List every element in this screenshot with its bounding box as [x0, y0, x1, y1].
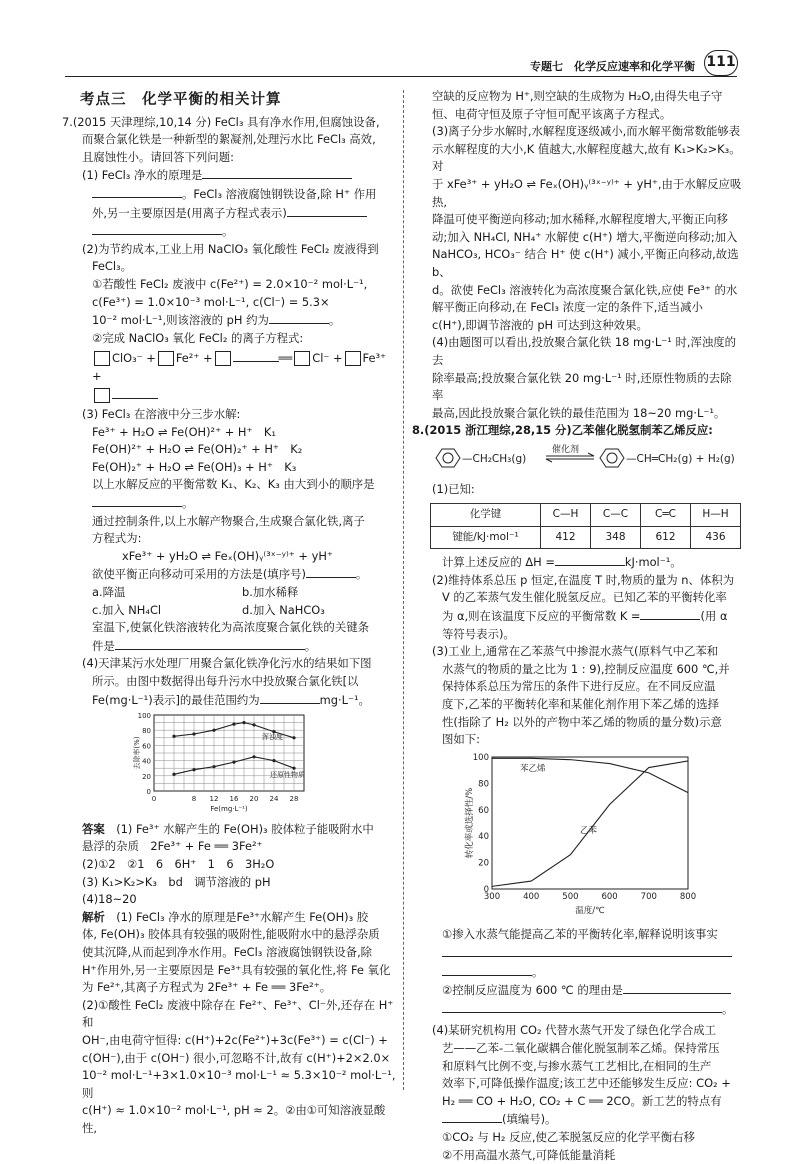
option-a[interactable]: a.降温: [92, 584, 242, 602]
page-number: 111: [704, 50, 738, 76]
q7-part1: (1) FeCl₃ 净水的原理是: [62, 166, 396, 185]
analysis-line: 示水解程度的大小,K 值越大,水解程度越大,故有 K₁>K₂>K₃。对: [412, 141, 742, 176]
q7-part3-line: 方程式为:: [62, 530, 396, 548]
table-header: H—H: [691, 504, 741, 527]
table-header: 化学键: [431, 504, 541, 527]
analysis-line: 为 Fe²⁺,其离子方程式为 2Fe³⁺ + Fe ══ 3Fe²⁺。: [62, 979, 396, 997]
answer-blank[interactable]: [623, 981, 731, 994]
right-column: [412, 88, 742, 1164]
table-cell: 键能/kJ·mol⁻¹: [431, 526, 541, 549]
analysis-line: 空缺的反应物为 H⁺,则空缺的生成物为 H₂O,由得失电子守: [412, 88, 742, 106]
analysis-line: c(OH⁻),由于 c(OH⁻) 很小,可忽略不计,故有 c(H⁺)+2×2.0×: [62, 1050, 396, 1068]
coefficient-box[interactable]: [158, 351, 174, 366]
q7-options: [62, 584, 396, 602]
answer-tag: 答案: [82, 822, 105, 836]
analysis-line: (3)离子分步水解时,水解程度逐级减小,而水解平衡常数能够表: [412, 123, 742, 141]
data-point: [232, 761, 235, 764]
reaction-equation: [426, 444, 742, 478]
answer-line: (2)①2 ②1 6 6H⁺ 1 6 3H₂O: [62, 856, 396, 874]
benzene-ring-icon: [436, 449, 460, 467]
coefficient-box[interactable]: [345, 351, 361, 366]
x-tick-label: 800: [680, 892, 696, 902]
analysis-line: c(H⁺) ≈ 1.0×10⁻² mol·L⁻¹, pH ≈ 2。②由①可知溶液显酸性,: [62, 1102, 396, 1137]
x-axis-label: 温度/℃: [575, 905, 605, 916]
x-tick-label: 28: [290, 795, 299, 803]
series-line: [492, 761, 688, 886]
x-tick-label: 500: [562, 892, 578, 902]
y-tick-label: 40: [142, 758, 151, 766]
y-tick-label: 80: [142, 727, 151, 735]
data-point: [252, 755, 255, 758]
data-point: [192, 733, 195, 736]
answer-blank[interactable]: [115, 637, 305, 650]
q7-part3-line: 通过控制条件,以上水解产物聚合,生成聚合氯化铁,离子: [62, 513, 396, 531]
answer-blank[interactable]: [442, 1000, 722, 1013]
answer-blank[interactable]: [306, 565, 356, 578]
q8-part2-line: V 的乙苯蒸气发生催化脱氢反应。已知乙苯的平衡转化率: [412, 589, 742, 607]
reactant-label: —CH₂CH₃(g): [462, 453, 526, 465]
q7-part2-line: FeCl₃。: [62, 258, 396, 276]
answer-blank[interactable]: [260, 691, 320, 704]
q8-part4-line: H₂ ══ CO + H₂O, CO₂ + C ══ 2CO。新工艺的特点有: [412, 1093, 742, 1111]
table-row: [431, 526, 741, 549]
q7-part3-line: xFe³⁺ + yH₂O ⇌ Feₓ(OH)ᵧ⁽³ˣ⁻ʸ⁾⁺ + yH⁺: [62, 548, 396, 566]
analysis-line: c(H⁺),即调节溶液的 pH 可达到这种效果。: [412, 317, 742, 335]
q8-part1-question: 计算上述反应的 ΔH = kJ·mol⁻¹。: [412, 553, 742, 572]
q7-part2-line: 10⁻² mol·L⁻¹,则该溶液的 pH 约为 。: [62, 311, 396, 330]
table-header: C—C: [591, 504, 641, 527]
q7-part3-line: Fe(OH)²⁺ + H₂O ⇌ Fe(OH)₂⁺ + H⁺ K₂: [62, 441, 396, 459]
x-tick-label: 8: [192, 795, 196, 803]
x-tick-label: 0: [152, 795, 156, 803]
q8-part3-line: 性(指除了 H₂ 以外的产物中苯乙烯的物质的量分数)示意: [412, 714, 742, 732]
q7-part3-line: 欲使平衡正向移动可采用的方法是(填序号) 。: [62, 565, 396, 584]
left-column: [62, 88, 396, 1137]
q7-part4-line: Fe(mg·L⁻¹)表示]的最佳范围约为 mg·L⁻¹。: [62, 691, 396, 710]
y-tick-label: 0: [484, 885, 489, 895]
q7-part4-line: (4)天津某污水处理厂用聚合氯化铁净化污水的结果如下图: [62, 655, 396, 673]
coefficient-box[interactable]: [94, 351, 110, 366]
x-axis-label: Fe(mg·L⁻¹): [210, 805, 248, 813]
q7-part3-line: Fe³⁺ + H₂O ⇌ Fe(OH)²⁺ + H⁺ K₁: [62, 424, 396, 442]
table-header: C═C: [641, 504, 691, 527]
removal-rate-chart: [132, 711, 396, 819]
page-header: [0, 0, 800, 78]
analysis-line: OH⁻,由电荷守恒得: c(H⁺)+2c(Fe²⁺)+3c(Fe³⁺) = c(Cl⁻) +: [62, 1032, 396, 1050]
q7-part2-line: ①若酸性 FeCl₂ 废液中 c(Fe²⁺) = 2.0×10⁻² mol·L⁻¹,: [62, 276, 396, 294]
y-tick-label: 40: [478, 832, 489, 842]
answer-blank[interactable]: [92, 494, 182, 507]
table-cell: 348: [591, 526, 641, 549]
q8-stem: 8.(2015 浙江理综,28,15 分)乙苯催化脱氢制苯乙烯反应:: [412, 422, 742, 440]
y-tick-label: 0: [147, 788, 151, 796]
analysis-line: 降温可使平衡逆向移动;加水稀释,水解程度增大,平衡正向移: [412, 211, 742, 229]
x-tick-label: 24: [270, 795, 279, 803]
data-point: [212, 765, 215, 768]
y-axis-label: 去除率(%): [132, 736, 141, 769]
data-point: [252, 723, 255, 726]
q8-part4-line: 艺——乙苯-二氧化碳耦合催化脱氢制苯乙烯。保持常压: [412, 1040, 742, 1058]
removal-rate-chart-svg: [132, 711, 332, 813]
x-tick-label: 600: [601, 892, 617, 902]
answer-blank[interactable]: [442, 963, 532, 976]
q7-part3-line: 以上水解反应的平衡常数 K₁、K₂、K₃ 由大到小的顺序是: [62, 476, 396, 494]
q8-part2-line: 为 α,则在该温度下反应的平衡常数 K = (用 α: [412, 607, 742, 626]
data-point: [272, 759, 275, 762]
q8-part4-line: 和原料气比例不变,与掺水蒸气工艺相比,在相同的生产: [412, 1058, 742, 1076]
table-row: [431, 504, 741, 527]
reaction-svg: [426, 444, 744, 472]
question-7: [62, 114, 396, 819]
x-tick-label: 12: [210, 795, 219, 803]
table-cell: 436: [691, 526, 741, 549]
q7-part3-line: (3) FeCl₃ 在溶液中分三步水解:: [62, 406, 396, 424]
q7-part3-line: 。: [62, 494, 396, 513]
q8-part3-line: 度下,乙苯的平衡转化率和某催化剂作用下苯乙烯的选择: [412, 696, 742, 714]
analysis-line: 最高,因此投放聚合氯化铁的最佳范围为 18~20 mg·L⁻¹。: [412, 405, 742, 423]
q8-part3-line: 水蒸气的物质的量之比为 1 : 9),控制反应温度 600 ℃,并: [412, 661, 742, 679]
answer-blank[interactable]: [269, 311, 329, 324]
answer-blank[interactable]: [555, 553, 625, 566]
answer-blank[interactable]: [442, 1110, 502, 1123]
x-tick-label: 16: [230, 795, 239, 803]
answer-blank[interactable]: [233, 349, 279, 362]
answer-blank[interactable]: [92, 185, 182, 198]
q8-part3-line: 图如下:: [412, 731, 742, 749]
analysis-line: d。欲使 FeCl₃ 溶液转化为高浓度聚合氯化铁,应使 Fe³⁺ 的水: [412, 282, 742, 300]
coefficient-box[interactable]: [294, 351, 310, 366]
section-title: 考点三 化学平衡的相关计算: [80, 92, 396, 110]
q7-part4-line: 所示。由图中数据得出每升污水中投放聚合氯化铁[以: [62, 673, 396, 691]
y-tick-label: 100: [473, 753, 489, 763]
ionic-equation-blanks: ClO₃⁻ + Fe²⁺ + ══ Cl⁻ + Fe³⁺ +: [62, 349, 396, 404]
option-d[interactable]: d.加入 NaHCO₃: [242, 603, 325, 617]
answer-blank[interactable]: [640, 607, 700, 620]
q8-part2-line: 等符号表示)。: [412, 626, 742, 644]
analysis-line: 解平衡正向移动,在 FeCl₃ 浓度一定的条件下,适当减小: [412, 299, 742, 317]
conversion-selectivity-chart: [462, 751, 742, 925]
q8-part4-line: 效率下,可降低操作温度;该工艺中还能够发生反应: CO₂ +: [412, 1075, 742, 1093]
q8-part4-line: (4)某研究机构用 CO₂ 代替水蒸气开发了绿色化学合成工: [412, 1022, 742, 1040]
series-label: 还原性物质: [270, 770, 305, 779]
coefficient-box[interactable]: [215, 351, 231, 366]
table-cell: 612: [641, 526, 691, 549]
q7-part1: 外,另一主要原因是(用离子方程式表示): [62, 204, 396, 223]
analysis-tag: 解析: [82, 910, 105, 924]
q7-part2-line: c(Fe³⁺) = 1.0×10⁻³ mol·L⁻¹, c(Cl⁻) = 5.3×: [62, 294, 396, 312]
y-tick-label: 60: [478, 806, 489, 816]
y-tick-label: 80: [478, 779, 489, 789]
q7-part3-line: 室温下,使氯化铁溶液转化为高浓度聚合氯化铁的关键条: [62, 619, 396, 637]
q8-part3-line: (3)工业上,通常在乙苯蒸气中掺混水蒸气(原料气中乙苯和: [412, 643, 742, 661]
y-tick-label: 60: [142, 743, 151, 751]
product-label: —CH═CH₂(g) + H₂(g): [626, 453, 735, 465]
option-c[interactable]: c.加入 NH₄Cl: [92, 602, 242, 620]
q7-part3-line: Fe(OH)₂⁺ + H₂O ⇌ Fe(OH)₃ + H⁺ K₃: [62, 459, 396, 477]
q8-part3-line: 。: [412, 963, 742, 982]
series-label: 浑浊度: [262, 732, 283, 741]
data-point: [292, 767, 295, 770]
q8-part3-line: 保持体系总压为常压的条件下进行反应。在不同反应温: [412, 678, 742, 696]
q8-part1-intro: (1)已知:: [412, 481, 742, 499]
answer-blank[interactable]: [442, 944, 732, 957]
analysis-line: 动;加入 NH₄Cl, NH₄⁺ 水解使 c(H⁺) 增大,平衡逆向移动;加入: [412, 229, 742, 247]
q8-part4-option: ①CO₂ 与 H₂ 反应,使乙苯脱氢反应的化学平衡右移: [412, 1129, 742, 1147]
x-tick-label: 20: [250, 795, 259, 803]
q7-options: [62, 602, 396, 620]
answer-line: 答案 (1) Fe³⁺ 水解产生的 Fe(OH)₃ 胶体粒子能吸附水中: [62, 821, 396, 839]
answer-line: (4)18~20: [62, 891, 396, 909]
answer-blank[interactable]: [287, 204, 367, 217]
plot-frame: [492, 757, 688, 889]
table-header: C—H: [541, 504, 591, 527]
catalyst-label: 催化剂: [552, 443, 579, 455]
data-point: [172, 735, 175, 738]
header-title: 专题七 化学反应速率和化学平衡: [530, 58, 695, 76]
y-tick-label: 100: [138, 712, 151, 720]
q7-stem-line: 且腐蚀性小。请回答下列问题:: [62, 149, 396, 167]
option-b[interactable]: b.加水稀释: [242, 585, 298, 599]
q7-stem-line: 而聚合氯化铁是一种新型的絮凝剂,处理污水比 FeCl₃ 高效,: [62, 131, 396, 149]
analysis-line: 除率最高;投放聚合氯化铁 20 mg·L⁻¹ 时,还原性物质的去除率: [412, 370, 742, 405]
analysis-line: H⁺作用外,另一主要原因是 Fe³⁺具有较强的氧化性,将 Fe 氧化: [62, 962, 396, 980]
q8-part3-line: ②控制反应温度为 600 ℃ 的理由是: [412, 981, 742, 1000]
data-point: [192, 768, 195, 771]
q8-part2-line: (2)维持体系总压 p 恒定,在温度 T 时,物质的量为 n、体积为: [412, 572, 742, 590]
y-axis-label: 转化率或选择性/%: [464, 788, 475, 858]
q8-part3-line: [412, 944, 742, 963]
series-label: 乙苯: [580, 825, 598, 836]
q7-part3-line: 件是 。: [62, 637, 396, 656]
answer-blank[interactable]: [202, 166, 352, 179]
data-point: [212, 729, 215, 732]
header-rule: [65, 76, 737, 77]
analysis-line: 体, Fe(OH)₃ 胶体具有较强的吸附性,能吸附水中的悬浮杂质: [62, 926, 396, 944]
column-divider: [403, 90, 404, 1090]
q7-part2-line: ②完成 NaClO₃ 氧化 FeCl₂ 的离子方程式:: [62, 330, 396, 348]
analysis-line: NaHCO₃, HCO₃⁻ 结合 H⁺ 使 c(H⁺) 减小,平衡正向移动,故选 b、: [412, 246, 742, 281]
bond-energy-table: [430, 503, 741, 549]
answer-line: 悬浮的杂质 2Fe³⁺ + Fe ══ 3Fe²⁺: [62, 838, 396, 856]
q8-part4-option: ②不用高温水蒸气,可降低能量消耗: [412, 1147, 742, 1164]
analysis-line: 10⁻² mol·L⁻¹+3×1.0×10⁻³ mol·L⁻¹ ≈ 5.3×10⁻² mol·L⁻¹,则: [62, 1067, 396, 1102]
analysis-line: 恒、电荷守恒及原子守恒可配平该离子方程式。: [412, 106, 742, 124]
x-tick-label: 700: [641, 892, 657, 902]
q7-stem-line: 7.(2015 天津理综,10,14 分) FeCl₃ 具有净水作用,但腐蚀设备,: [62, 114, 396, 132]
conversion-selectivity-chart-svg: [462, 751, 698, 919]
table-cell: 412: [541, 526, 591, 549]
q8-part4-line: (填编号)。: [412, 1110, 742, 1129]
q8-part3-line: ①掺入水蒸气能提高乙苯的平衡转化率,解释说明该事实: [412, 926, 742, 944]
analysis-line: (4)由题图可以看出,投放聚合氯化铁 18 mg·L⁻¹ 时,浑浊度的去: [412, 334, 742, 369]
x-tick-label: 300: [484, 892, 500, 902]
data-point: [232, 723, 235, 726]
data-point: [172, 773, 175, 776]
q7-part1: 。FeCl₃ 溶液腐蚀钢铁设备,除 H⁺ 作用: [62, 185, 396, 204]
x-tick-label: 400: [523, 892, 539, 902]
series-label: 苯乙烯: [520, 763, 546, 774]
data-point: [242, 721, 245, 724]
analysis-continued: [412, 88, 742, 422]
question-8: [412, 422, 742, 1164]
data-point: [292, 736, 295, 739]
analysis-line: (2)①酸性 FeCl₂ 废液中除存在 Fe²⁺、Fe³⁺、Cl⁻外,还存在 H⁺和: [62, 997, 396, 1032]
answer-blank[interactable]: [92, 222, 222, 235]
coefficient-box[interactable]: [94, 388, 110, 403]
q7-part2-line: (2)为节约成本,工业上用 NaClO₃ 氧化酸性 FeCl₂ 废液得到: [62, 241, 396, 259]
q8-part3-line: 。: [412, 1000, 742, 1019]
q7-part1: 。: [62, 222, 396, 241]
benzene-ring-icon: [600, 449, 624, 467]
answer-line: (3) K₁>K₂>K₃ bd 调节溶液的 pH: [62, 874, 396, 892]
answer-blank[interactable]: [112, 386, 158, 399]
analysis-line: 解析 (1) FeCl₃ 净水的原理是Fe³⁺水解产生 Fe(OH)₃ 胶: [62, 909, 396, 927]
y-tick-label: 20: [478, 858, 489, 868]
answer-block: [62, 821, 396, 909]
analysis-line: 使其沉降,从而起到净水作用。FeCl₃ 溶液腐蚀钢铁设备,除: [62, 944, 396, 962]
y-tick-label: 20: [142, 773, 151, 781]
analysis-line: 于 xFe³⁺ + yH₂O ⇌ Feₓ(OH)ᵧ⁽³ˣ⁻ʸ⁾⁺ + yH⁺,由于水解反应吸热,: [412, 176, 742, 211]
analysis-block: [62, 909, 396, 1138]
